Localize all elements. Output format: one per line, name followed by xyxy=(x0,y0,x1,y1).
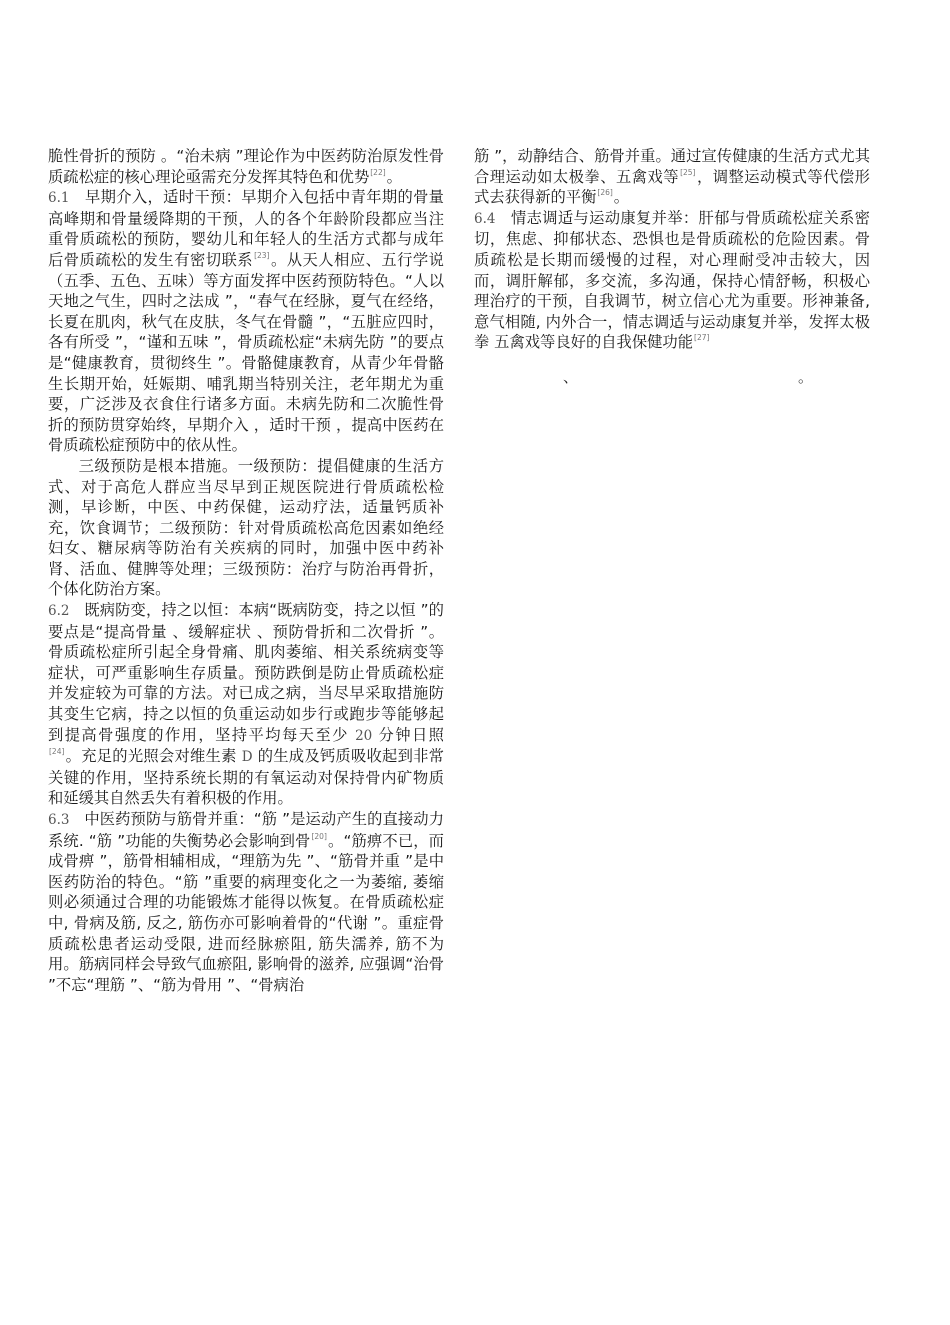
citation-27[interactable]: [27] xyxy=(694,333,710,343)
left-column xyxy=(48,146,444,995)
citation-22[interactable]: [22] xyxy=(370,167,386,177)
section-6-1: 6.1 早期介入，适时干预：早期介入包括中青年期的骨量高峰期和骨量缓降期的干预，人的各个年龄阶段都应当注重骨质疏松的预防，婴幼儿和年轻人的生活方式都与成年后骨质疏松的发生有密切联系[23]。从天人相应、五行学说（五季、五色、五味）等方面发挥中医药预防特色。“人以天地之气生，四时之法成 ”，“春气在经脉，夏气在经络，长夏在肌肉，秋气在皮肤，冬气在骨髓 ”，“五脏应四时，各有所受 ”，“谨和五味 ”，骨质疏松症“未病先防 ”的要点是“健康教育，贯彻终生 ”。骨骼健康教育，从青少年骨骼生长期开始，妊娠期、哺乳期当特别关注，老年期尤为重要，广泛涉及衣食住行诸多方面。未病先防和二次脆性骨折的预防贯穿始终，早期介入 ，适时干预 ，提高中医药在骨质疏松症预防中的依从性。 xyxy=(48,188,444,455)
paragraph-continued: 筋 ”，动静结合、筋骨并重。通过宣传健康的生活方式尤其合理运动如太极拳、五禽戏等[25]，调整运动模式等代偿形式去获得新的平衡[26]。 xyxy=(474,147,870,207)
citation-20[interactable]: [20] xyxy=(311,831,327,841)
section-6-2: 6.2 既病防变，持之以恒：本病“既病防变，持之以恒 ”的要点是“提高骨量 、缓解症状 、预防骨折和二次骨折 ”。骨质疏松症所引起全身骨痛、肌肉萎缩、相关系统病变等症状，可严重影响生存质量。预防跌倒是防止骨质疏松症并发症较为可靠的方法。对已成之病，当尽早采取措施防其变生它病，持之以恒的负重运动如步行或跑步等能够起到提高骨强度的作用，坚持平均每天至少 20 分钟日照[24]。充足的光照会对维生素 D 的生成及钙质吸收起到非常关键的作用，坚持系统长期的有氧运动对保持骨内矿物质和延缓其自然丢失有着积极的作用。 xyxy=(48,601,444,808)
section-6-3: 6.3 中医药预防与筋骨并重：“筋 ”是运动产生的直接动力系统. “筋 ”功能的失衡势必会影响到骨[20]。“筋痹不已，而成骨痹 ”，筋骨相辅相成，“理筋为先 ”、“筋骨并重 ”是中医药防治的特色。“筋 ”重要的病理变化之一为萎缩, 萎缩则必须通过合理的功能锻炼才能得以恢复。在骨质疏松症中, 骨病及筋, 反之, 筋伤亦可影响着骨的“代谢 ”。重症骨质疏松患者运动受限, 进而经脉瘀阻, 筋失濡养, 筋不为用。筋病同样会导致气血瘀阻, 影响骨的滋养, 应强调“治骨 ”不忘“理筋 ”、“筋为骨用 ”、“骨病治 xyxy=(48,810,444,994)
section-title: 既病防变，持之以恒： xyxy=(84,601,239,620)
citation-23[interactable]: [23] xyxy=(254,250,270,260)
citation-24[interactable]: [24] xyxy=(49,747,65,757)
vitamin-letter: D xyxy=(241,749,253,766)
citation-25[interactable]: [25] xyxy=(680,167,696,177)
section-6-4: 6.4 情志调适与运动康复并举：肝郁与骨质疏松症关系密切，焦虑、抑郁状态、恐惧也是骨质疏松的危险因素。骨质疏松是长期而缓慢的过程，对心理耐受冲击较大，因而，调肝解郁，多交流，多沟通，保持心情舒畅，积极心理治疗的干预，自我调节，树立信心尤为重要。形神兼备, 意气相随, 内外合一，情志调适与运动康复并举，发挥太极拳 五禽戏等良好的自我保健功能[27] xyxy=(474,208,870,352)
citation-26[interactable]: [26] xyxy=(597,188,613,198)
section-title: 中医药预防与筋骨并重： xyxy=(84,810,254,828)
paragraph-intro: 脆性骨折的预防 。“治未病 ”理论作为中医药防治原发性骨质疏松症的核心理论亟需充分发挥其特色和优势[22]。 xyxy=(48,147,444,186)
right-column xyxy=(474,146,870,353)
number-20: 20 xyxy=(355,727,373,744)
section-number: 6.3 xyxy=(48,812,70,828)
section-number: 6.1 xyxy=(48,190,70,207)
section-title: 早期介入，适时干预： xyxy=(85,188,242,207)
section-title: 情志调适与运动康复并举： xyxy=(511,208,699,227)
section-number: 6.2 xyxy=(48,603,70,620)
paragraph-three-level-prevention: 三级预防是根本措施。一级预防：提倡健康的生活方式、对于高危人群应当尽早到正规医院进行骨质疏松检测，早诊断，中医、中药保健，运动疗法，适量钙质补充，饮食调节；二级预防：针对骨质疏松高危因素如绝经妇女、糖尿病等防治有关疾病的同时，加强中医中药补肾、活血、健脾等处理；三级预防：治疗与防治再骨折，个体化防治方案。 xyxy=(48,456,444,599)
section-number: 6.4 xyxy=(474,210,496,227)
stray-punctuation-period: 。 xyxy=(798,368,814,386)
stray-punctuation-comma: 、 xyxy=(563,368,579,386)
